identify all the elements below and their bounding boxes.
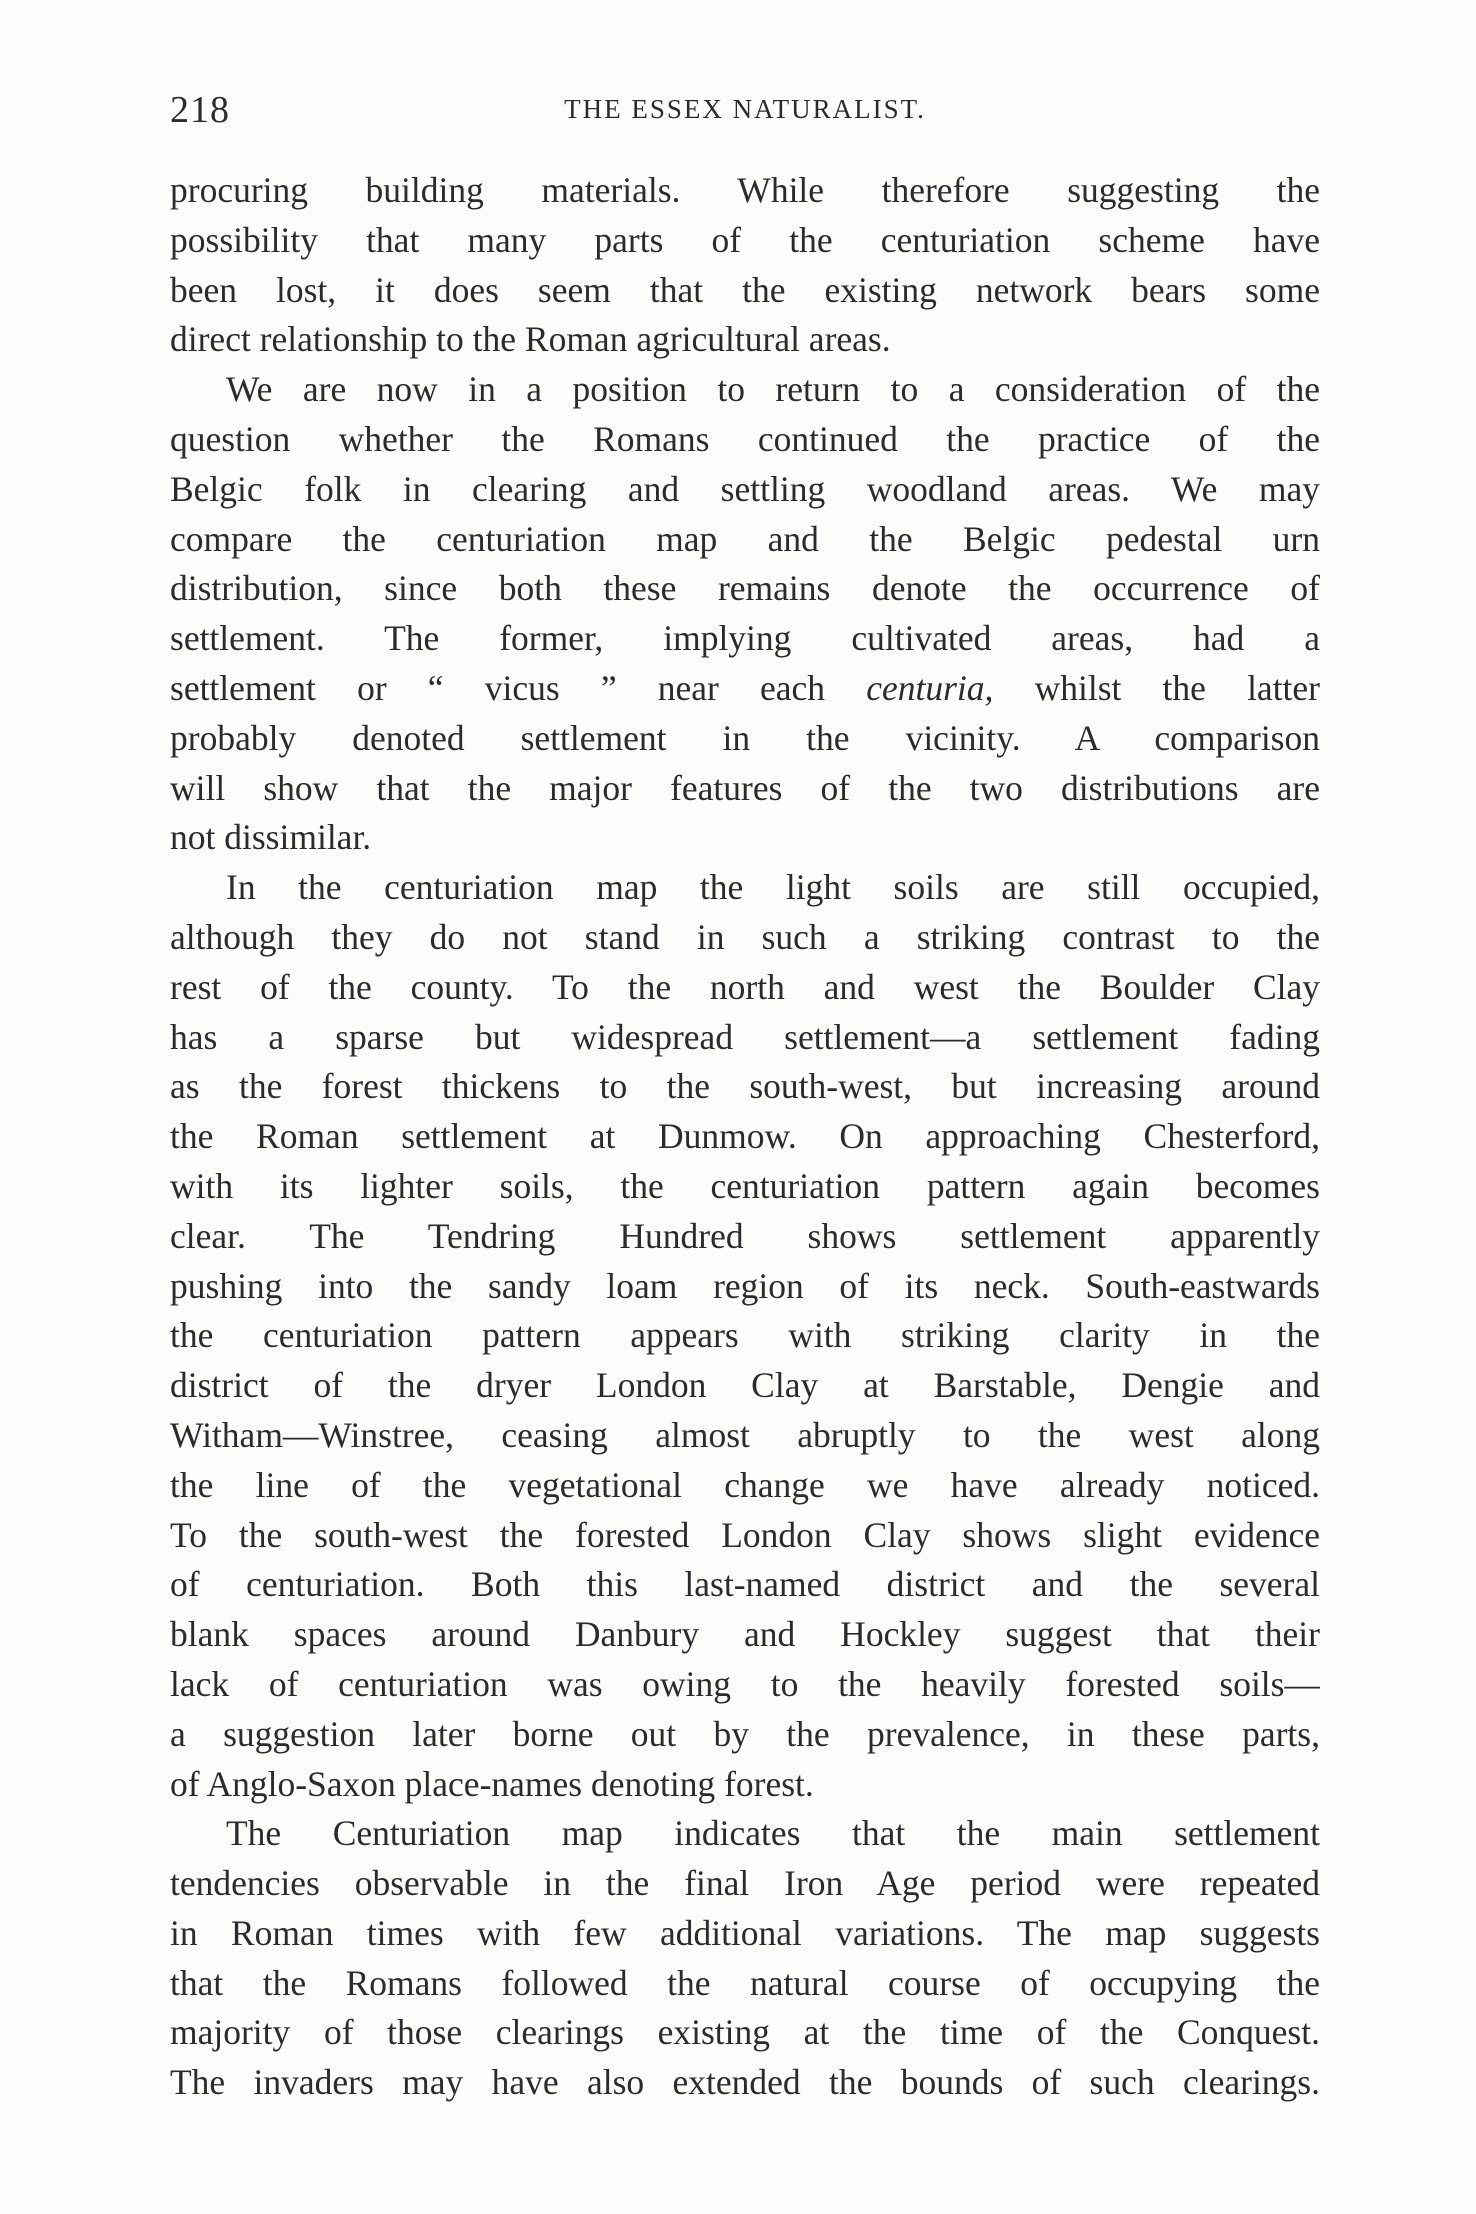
text-line: of centuriation. Both this last-named district and the several (170, 1564, 1320, 1605)
text-line: compare the centuriation map and the Belgic pedestal urn (170, 518, 1320, 559)
text-line: the line of the vegetational change we have already noticed. (170, 1464, 1320, 1505)
text-line: We are now in a position to return to a consideration of the (226, 369, 1320, 410)
text-line: question whether the Romans continued the practice of the (170, 418, 1320, 459)
text-line: will show that the major features of the two distributions are (170, 767, 1320, 808)
text-segment: settlement or “ vicus ” near each (170, 667, 867, 708)
body-text (170, 166, 1320, 2108)
journal-title: THE ESSEX NATURALIST. (564, 94, 926, 124)
text-line: with its lighter soils, the centuriation pattern again becomes (170, 1165, 1320, 1206)
text-line: although they do not stand in such a striking contrast to the (170, 916, 1320, 957)
italic-term: centuria, (866, 667, 994, 708)
running-head (170, 88, 1320, 132)
text-line: clear. The Tendring Hundred shows settlement apparently (170, 1215, 1320, 1256)
text-line: majority of those clearings existing at the time of the Conquest. (170, 2012, 1320, 2053)
text-line: district of the dryer London Clay at Barstable, Dengie and (170, 1365, 1320, 1406)
text-line: possibility that many parts of the centuriation scheme have (170, 219, 1320, 260)
page-number: 218 (170, 89, 230, 131)
text-line: pushing into the sandy loam region of its neck. South-eastwards (170, 1265, 1320, 1306)
text-line: In the centuriation map the light soils are still occupied, (226, 867, 1320, 908)
text-line: blank spaces around Danbury and Hockley suggest that their (170, 1614, 1320, 1655)
text-line: has a sparse but widespread settlement—a settlement fading (170, 1016, 1320, 1057)
text-line: rest of the county. To the north and west the Boulder Clay (170, 966, 1320, 1007)
text-line: lack of centuriation was owing to the heavily forested soils— (170, 1663, 1320, 1704)
text-line: in Roman times with few additional variations. The map suggests (170, 1912, 1320, 1953)
text-line: To the south-west the forested London Clay shows slight evidence (170, 1514, 1320, 1555)
text-line: tendencies observable in the final Iron Age period were repeated (170, 1863, 1320, 1904)
text-line: a suggestion later borne out by the prevalence, in these parts, (170, 1713, 1320, 1754)
text-line: The Centuriation map indicates that the main settlement (226, 1813, 1320, 1854)
text-line: procuring building materials. While therefore suggesting the (170, 170, 1320, 210)
text-line: probably denoted settlement in the vicinity. A comparison (170, 717, 1320, 758)
text-line: settlement. The former, implying cultivated areas, had a (170, 618, 1320, 659)
text-line: that the Romans followed the natural course of occupying the (170, 1962, 1320, 2003)
text-line: Belgic folk in clearing and settling woodland areas. We may (170, 468, 1320, 509)
text-line: direct relationship to the Roman agricultural areas. (170, 319, 891, 360)
text-line: been lost, it does seem that the existing network bears some (170, 269, 1320, 310)
text-line: distribution, since both these remains denote the occurrence of (170, 568, 1320, 609)
text-line (170, 664, 1320, 714)
text-segment: whilst the latter (993, 667, 1320, 708)
text-line: Witham—Winstree, ceasing almost abruptly to the west along (170, 1414, 1320, 1455)
text-line: of Anglo-Saxon place-names denoting forest. (170, 1763, 814, 1804)
text-line: the Roman settlement at Dunmow. On approaching Chesterford, (170, 1116, 1320, 1157)
text-line: the centuriation pattern appears with striking clarity in the (170, 1315, 1320, 1356)
text-line: The invaders may have also extended the bounds of such clearings. (170, 2062, 1320, 2103)
text-line: as the forest thickens to the south-west, but increasing around (170, 1066, 1320, 1107)
text-line: not dissimilar. (170, 817, 372, 858)
